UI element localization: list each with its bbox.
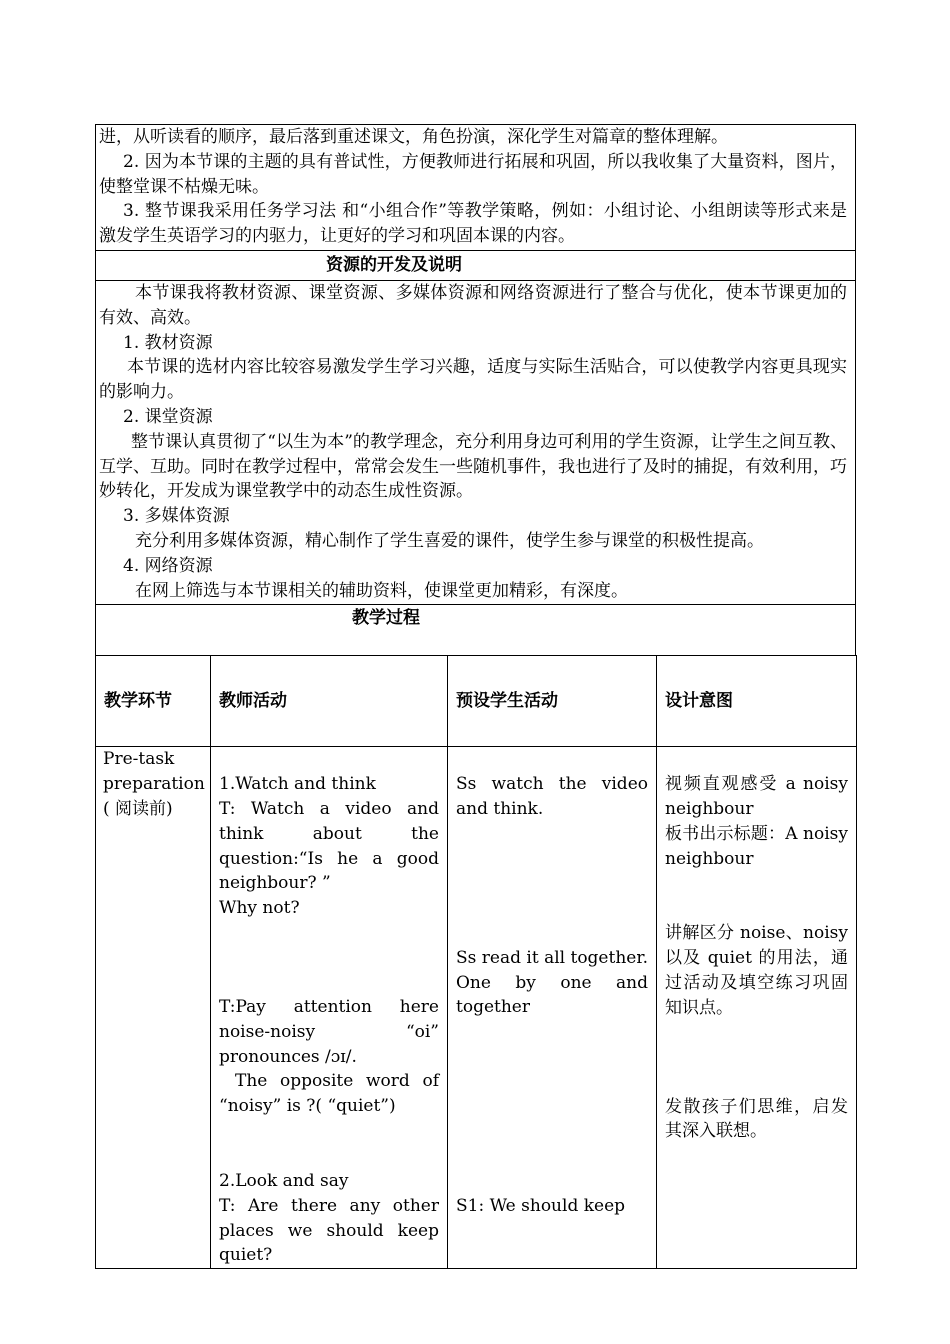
- resources-item-4-body: 在网上筛选与本节课相关的辅助资料，使课堂更加精彩，有深度。: [135, 580, 628, 601]
- design-intent-cell: [657, 747, 857, 1269]
- student-s1: S1: We should keep: [456, 1196, 626, 1217]
- intro-text: [96, 125, 855, 249]
- stage-line-2: preparation: [103, 774, 205, 795]
- intro-paragraph-3: 3. 整节课我采用任务学习法 和“小组合作”等教学策略，例如：小组讨论、小组朗读等形式来是激发学生英语学习的内驱力，让更好的学习和巩固本课的内容。: [99, 201, 847, 247]
- stage-line-3: ( 阅读前): [103, 798, 173, 819]
- resources-item-2-body: 整节课认真贯彻了“以生为本”的教学理念，充分利用身边可利用的学生资源，让学生之间互教、互学、互助。同时在教学过程中，常常会发生一些随机事件，我也进行了及时的捕捉，有效利用，巧妙转化，开发成为课堂教学中的动态生成性资源。: [99, 431, 847, 502]
- resources-text: [96, 281, 855, 603]
- intent-video: 视频直观感受 a noisy neighbour: [665, 774, 848, 819]
- resources-item-4-title: 4. 网络资源: [123, 555, 213, 576]
- teacher-look-title: 2.Look and say: [219, 1170, 349, 1191]
- intro-paragraph-1: 进，从听读看的顺序，最后落到重述课文，角色扮演，深化学生对篇章的整体理解。: [99, 127, 728, 147]
- teacher-look-body: T: Are there any other places we should keep quiet?: [219, 1195, 439, 1266]
- teacher-opposite: The opposite word of “noisy” is ?( “quiet”): [219, 1071, 439, 1117]
- resources-heading: 资源的开发及说明: [326, 254, 462, 275]
- teacher-watch-why: Why not?: [219, 898, 300, 919]
- resources-section: [95, 280, 856, 604]
- teacher-activity-cell: [211, 747, 448, 1269]
- student-watch: Ss watch the video and think.: [456, 774, 648, 819]
- intent-divergent: 发散孩子们思维，启发其深入联想。: [665, 1096, 848, 1142]
- stage-line-1: Pre-task: [103, 749, 175, 770]
- intro-paragraph-2: 2. 因为本节课的主题的具有普试性，方便教师进行拓展和巩固，所以我收集了大量资料，图片，使整堂课不枯燥无味。: [99, 151, 847, 197]
- table-row: [96, 747, 857, 1269]
- teacher-noise-body: T:Pay attention here noise-noisy “oi” pronounces /ɔɪ/.: [219, 996, 439, 1067]
- process-heading-row: [95, 604, 856, 655]
- intro-section: [95, 124, 856, 250]
- column-header-stage: 教学环节: [96, 656, 211, 747]
- intent-title: 板书出示标题：A noisy neighbour: [665, 823, 848, 869]
- teacher-watch-title: 1.Watch and think: [219, 774, 376, 795]
- student-activity-cell: [448, 747, 657, 1269]
- column-header-teacher: 教师活动: [211, 656, 448, 747]
- resources-item-3-body: 充分利用多媒体资源，精心制作了学生喜爱的课件，使学生参与课堂的积极性提高。: [135, 530, 764, 551]
- resources-heading-row: [95, 250, 856, 280]
- resources-intro: 本节课我将教材资源、课堂资源、多媒体资源和网络资源进行了整合与优化，使本节课更加的有效、高效。: [99, 282, 847, 328]
- resources-item-3-title: 3. 多媒体资源: [123, 506, 230, 527]
- process-table: [95, 655, 857, 1269]
- student-read: Ss read it all together. One by one and together: [456, 947, 648, 1018]
- intent-distinguish: 讲解区分 noise、noisy 以及 quiet 的用法，通过活动及填空练习巩固知识点。: [665, 923, 848, 1018]
- process-table-header: [96, 656, 857, 747]
- document-page: [95, 124, 856, 1269]
- column-header-intent: 设计意图: [657, 656, 857, 747]
- resources-item-1-title: 1. 教材资源: [123, 332, 213, 353]
- column-header-student: 预设学生活动: [448, 656, 657, 747]
- process-heading: 教学过程: [352, 608, 420, 629]
- resources-item-1-body: 本节课的选材内容比较容易激发学生学习兴趣，适度与实际生活贴合，可以使教学内容更具现实的影响力。: [99, 357, 847, 403]
- resources-item-2-title: 2. 课堂资源: [123, 406, 213, 427]
- teacher-watch-body: T: Watch a video and think about the question:“Is he a good neighbour? ”: [219, 798, 439, 894]
- stage-cell: [96, 747, 211, 1269]
